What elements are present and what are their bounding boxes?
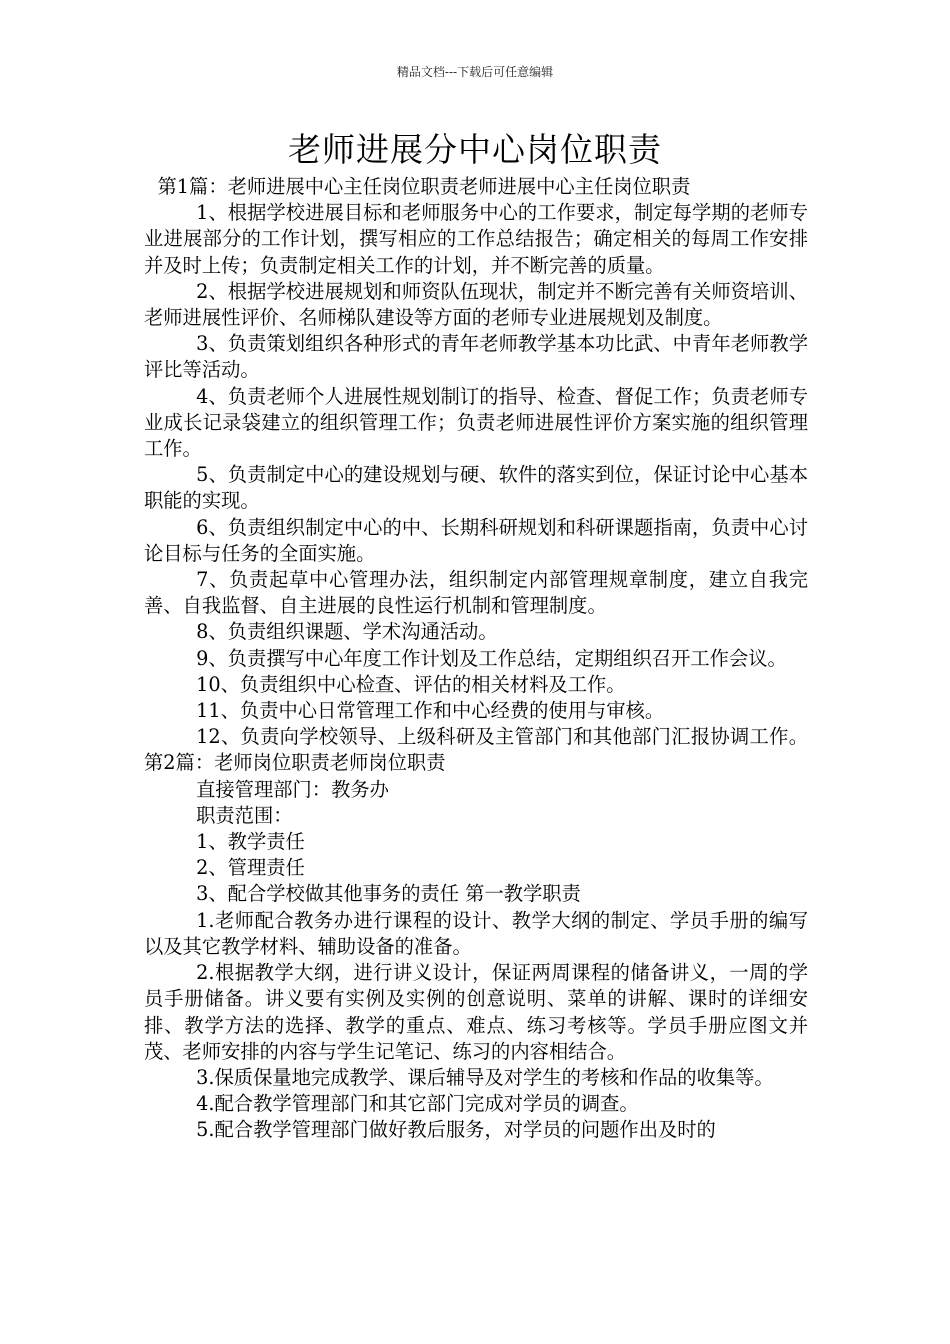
paragraph-item-2: 2、根据学校进展规划和师资队伍现状，制定并不断完善有关师资培训、老师进展性评价、名师梯队建设等方面的老师专业进展规划及制度。 <box>144 279 808 330</box>
teaching-duty-4: 4.配合教学管理部门和其它部门完成对学员的调查。 <box>196 1092 639 1116</box>
paragraph-item-10: 10、负责组织中心检查、评估的相关材料及工作。 <box>196 672 626 696</box>
section-1-heading: 第1篇：老师进展中心主任岗位职责老师进展中心主任岗位职责 <box>157 175 691 198</box>
teaching-duty-1: 1.老师配合教务办进行课程的设计、教学大纲的制定、学员手册的编写以及其它教学材料、辅助设备的准备。 <box>144 908 808 958</box>
paragraph-item-9: 9、负责撰写中心年度工作计划及工作总结，定期组织召开工作会议。 <box>196 646 787 670</box>
page-header-note: 精品文档---下载后可任意编辑 <box>396 65 554 79</box>
document-body <box>144 174 808 1144</box>
paragraph-item-1: 1、根据学校进展目标和老师服务中心的工作要求，制定每学期的老师专业进展部分的工作计划，撰写相应的工作总结报告；确定相关的每周工作安排并及时上传；负责制定相关工作的计划，并不断完善的质量。 <box>144 201 808 277</box>
paragraph-item-11: 11、负责中心日常管理工作和中心经费的使用与审核。 <box>196 699 665 723</box>
document-title: 老师进展分中心岗位职责 <box>288 130 662 169</box>
paragraph-item-6: 6、负责组织制定中心的中、长期科研规划和科研课题指南，负责中心讨论目标与任务的全面实施。 <box>144 515 808 565</box>
teaching-duty-5: 5.配合教学管理部门做好教后服务，对学员的问题作出及时的 <box>196 1118 716 1142</box>
paragraph-item-7: 7、负责起草中心管理办法，组织制定内部管理规章制度，建立自我完善、自我监督、自主进展的良性运行机制和管理制度。 <box>144 568 808 618</box>
scope-item-2: 2、管理责任 <box>196 856 305 880</box>
scope-item-1: 1、教学责任 <box>196 830 305 854</box>
paragraph-item-8: 8、负责组织课题、学术沟通活动。 <box>196 620 498 644</box>
scope-item-3: 3、配合学校做其他事务的责任 第一教学职责 <box>196 882 581 906</box>
paragraph-item-5: 5、负责制定中心的建设规划与硬、软件的落实到位，保证讨论中心基本职能的实现。 <box>144 463 808 513</box>
managing-department: 直接管理部门：教务办 <box>196 777 389 801</box>
teaching-duty-2: 2.根据教学大纲，进行讲义设计，保证两周课程的储备讲义，一周的学员手册储备。讲义要有实例及实例的创意说明、菜单的讲解、课时的详细安排、教学方法的选择、教学的重点、难点、练习考核等。学员手册应图文并茂、老师安排的内容与学生记笔记、练习的内容相结合。 <box>144 961 808 1063</box>
scope-heading: 职责范围： <box>196 803 293 827</box>
paragraph-item-3: 3、负责策划组织各种形式的青年老师教学基本功比武、中青年老师教学评比等活动。 <box>144 332 808 382</box>
paragraph-item-12: 12、负责向学校领导、上级科研及主管部门和其他部门汇报协调工作。第2篇：老师岗位职责老师岗位职责 <box>144 725 808 775</box>
teaching-duty-3: 3.保质保量地完成教学、课后辅导及对学生的考核和作品的收集等。 <box>196 1065 774 1089</box>
paragraph-item-4: 4、负责老师个人进展性规划制订的指导、检查、督促工作；负责老师专业成长记录袋建立的组织管理工作；负责老师进展性评价方案实施的组织管理工作。 <box>144 384 808 461</box>
